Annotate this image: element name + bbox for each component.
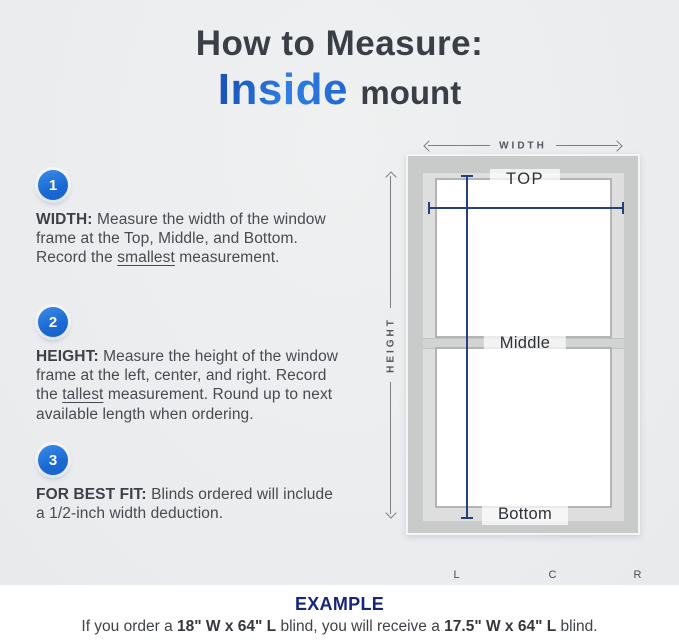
step-1-number-badge: 1 [38,170,68,200]
title-accent-inside: Inside [217,65,348,114]
mark-right: R [633,569,643,581]
measure-cap [622,202,624,214]
width-dimension-arrow [425,140,621,152]
measure-cap [461,517,473,519]
example-section [0,585,679,642]
window-measure-diagram [378,130,673,581]
mark-left: L [453,569,461,581]
step-3-number-badge: 3 [38,445,68,475]
step-2-text: HEIGHT: Measure the height of the window frame at the left, center, and right. Record the tallest measurement. Round up to next available length when ordering. [36,348,339,423]
example-sentence: If you order a 18" W x 64" L blind, you will receive a 17.5" W x 64" L blind. [81,618,598,635]
label-middle: Middle [484,333,566,354]
arrow-down-icon [385,507,396,518]
width-measure-line [428,207,624,209]
window-top-sash [435,178,612,338]
height-arrow-label: HEIGHT [386,308,397,382]
arrow-up-icon [385,171,396,182]
example-heading: EXAMPLE [294,594,385,614]
step-3 [36,445,344,523]
arrow-right-icon [611,140,622,151]
step-1 [36,170,344,268]
step-2-number-badge: 2 [38,307,68,337]
height-dimension-arrow [385,173,397,517]
width-arrow-label: WIDTH [490,141,556,152]
measure-cap [428,202,430,214]
page-title [0,24,679,115]
window-frame [406,154,643,581]
height-measure-line [466,175,468,519]
label-bottom: Bottom [482,504,568,525]
step-3-text: FOR BEST FIT: Blinds ordered will include a 1/2-inch width deduction. [36,486,333,523]
title-line-1: How to Measure: [195,24,484,63]
title-rest-mount: mount [360,74,462,111]
mark-center: C [548,569,558,581]
measure-cap [461,175,473,177]
window-bottom-sash [435,347,612,508]
step-1-text: WIDTH: Measure the width of the window frame at the Top, Middle, and Bottom. Record the smallest measurement. [36,211,326,267]
step-2 [36,307,344,424]
label-top: TOP [490,169,560,190]
arrow-left-icon [423,140,434,151]
title-line-2 [0,65,679,115]
